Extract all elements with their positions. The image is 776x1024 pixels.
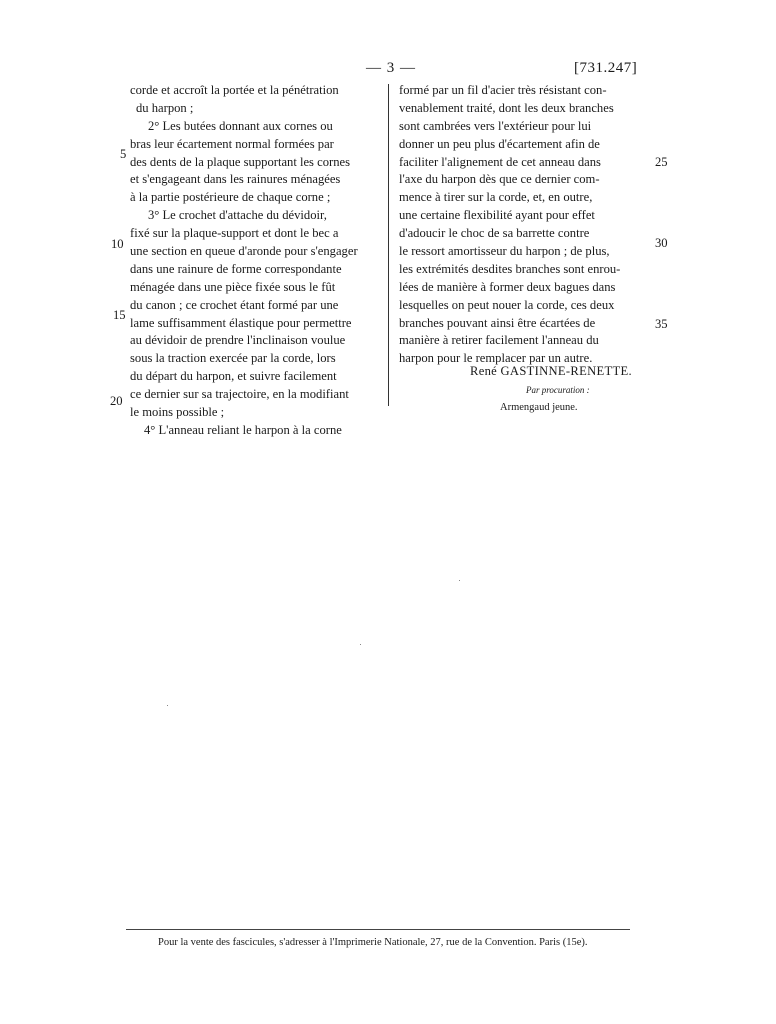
text-line: du harpon ; [136,100,194,115]
line-number: 15 [113,308,126,322]
text-line: à la partie postérieure de chaque corne ; [130,190,331,205]
text-line: lesquelles on peut nouer la corde, ces deux [399,297,615,312]
text-line: harpon pour le remplacer par un autre. [399,351,593,366]
text-line: lame suffisamment élastique pour permettre [130,315,352,330]
text-line: corde et accroît la portée et la pénétration [130,83,339,97]
text-line: ménagée dans une pièce fixée sous le fût [130,279,336,294]
left-column [130,82,380,440]
text-line: formé par un fil d'acier très résistant con- [399,83,607,97]
text-line: mence à tirer sur la corde, et, en outre, [399,190,593,205]
text-line: donner un peu plus d'écartement afin de [399,136,600,151]
text-line: et s'engageant dans les rainures ménagées [130,172,341,187]
text-line: d'adoucir le choc de sa barrette contre [399,226,590,241]
line-number: 5 [120,147,127,161]
footer-text: Pour la vente des fascicules, s'adresser à l'Imprimerie Nationale, 27, rue de la Convention. Paris (15e). [158,937,588,948]
text-line: bras leur écartement normal formées par [130,136,334,151]
line-number: 10 [111,237,124,251]
text-line: le ressort amortisseur du harpon ; de plus, [399,244,610,259]
scan-speck [360,644,361,645]
patent-number: [731.247] [574,60,638,76]
text-line: ce dernier sur sa trajectoire, en la modifiant [130,387,349,402]
scan-speck [167,705,168,706]
signature-name: René GASTINNE-RENETTE. [470,364,632,378]
text-line: une section en queue d'aronde pour s'engager [130,244,358,259]
agent-name: Armengaud jeune. [500,402,578,413]
page-number: — 3 — [366,60,416,76]
line-number: 20 [110,394,123,408]
text-line: au dévidoir de prendre l'inclinaison voulue [130,333,346,348]
text-line: 4° L'anneau reliant le harpon à la corne [144,422,342,437]
column-divider [388,84,389,406]
text-line: dans une rainure de forme correspondante [130,261,342,276]
line-number: 30 [655,236,668,250]
text-line: du canon ; ce crochet étant formé par une [130,297,339,312]
text-line: du départ du harpon, et suivre facilement [130,369,337,384]
line-number: 25 [655,155,668,169]
text-line: sous la traction exercée par la corde, lors [130,351,336,366]
line-number: 35 [655,317,668,331]
proxy-label: Par procuration : [526,385,590,395]
text-line: fixé sur la plaque-support et dont le bec a [130,226,339,241]
footer-rule [126,929,630,930]
text-line: les extrémités desdites branches sont enrou- [399,261,621,276]
right-column [399,82,651,368]
text-line: sont cambrées vers l'extérieur pour lui [399,118,592,133]
text-line: manière à retirer facilement l'anneau du [399,333,599,348]
text-line: venablement traité, dont les deux branches [399,100,614,115]
text-line: une certaine flexibilité ayant pour effet [399,208,595,223]
text-line: lées de manière à former deux bagues dans [399,279,616,294]
scan-speck [459,580,460,581]
text-line: l'axe du harpon dès que ce dernier com- [399,172,600,187]
text-line: 3° Le crochet d'attache du dévidoir, [148,208,327,223]
text-line: des dents de la plaque supportant les cornes [130,154,350,169]
text-line: 2° Les butées donnant aux cornes ou [148,118,333,133]
text-line: faciliter l'alignement de cet anneau dans [399,154,601,169]
text-line: le moins possible ; [130,405,225,420]
text-line: branches pouvant ainsi être écartées de [399,315,596,330]
